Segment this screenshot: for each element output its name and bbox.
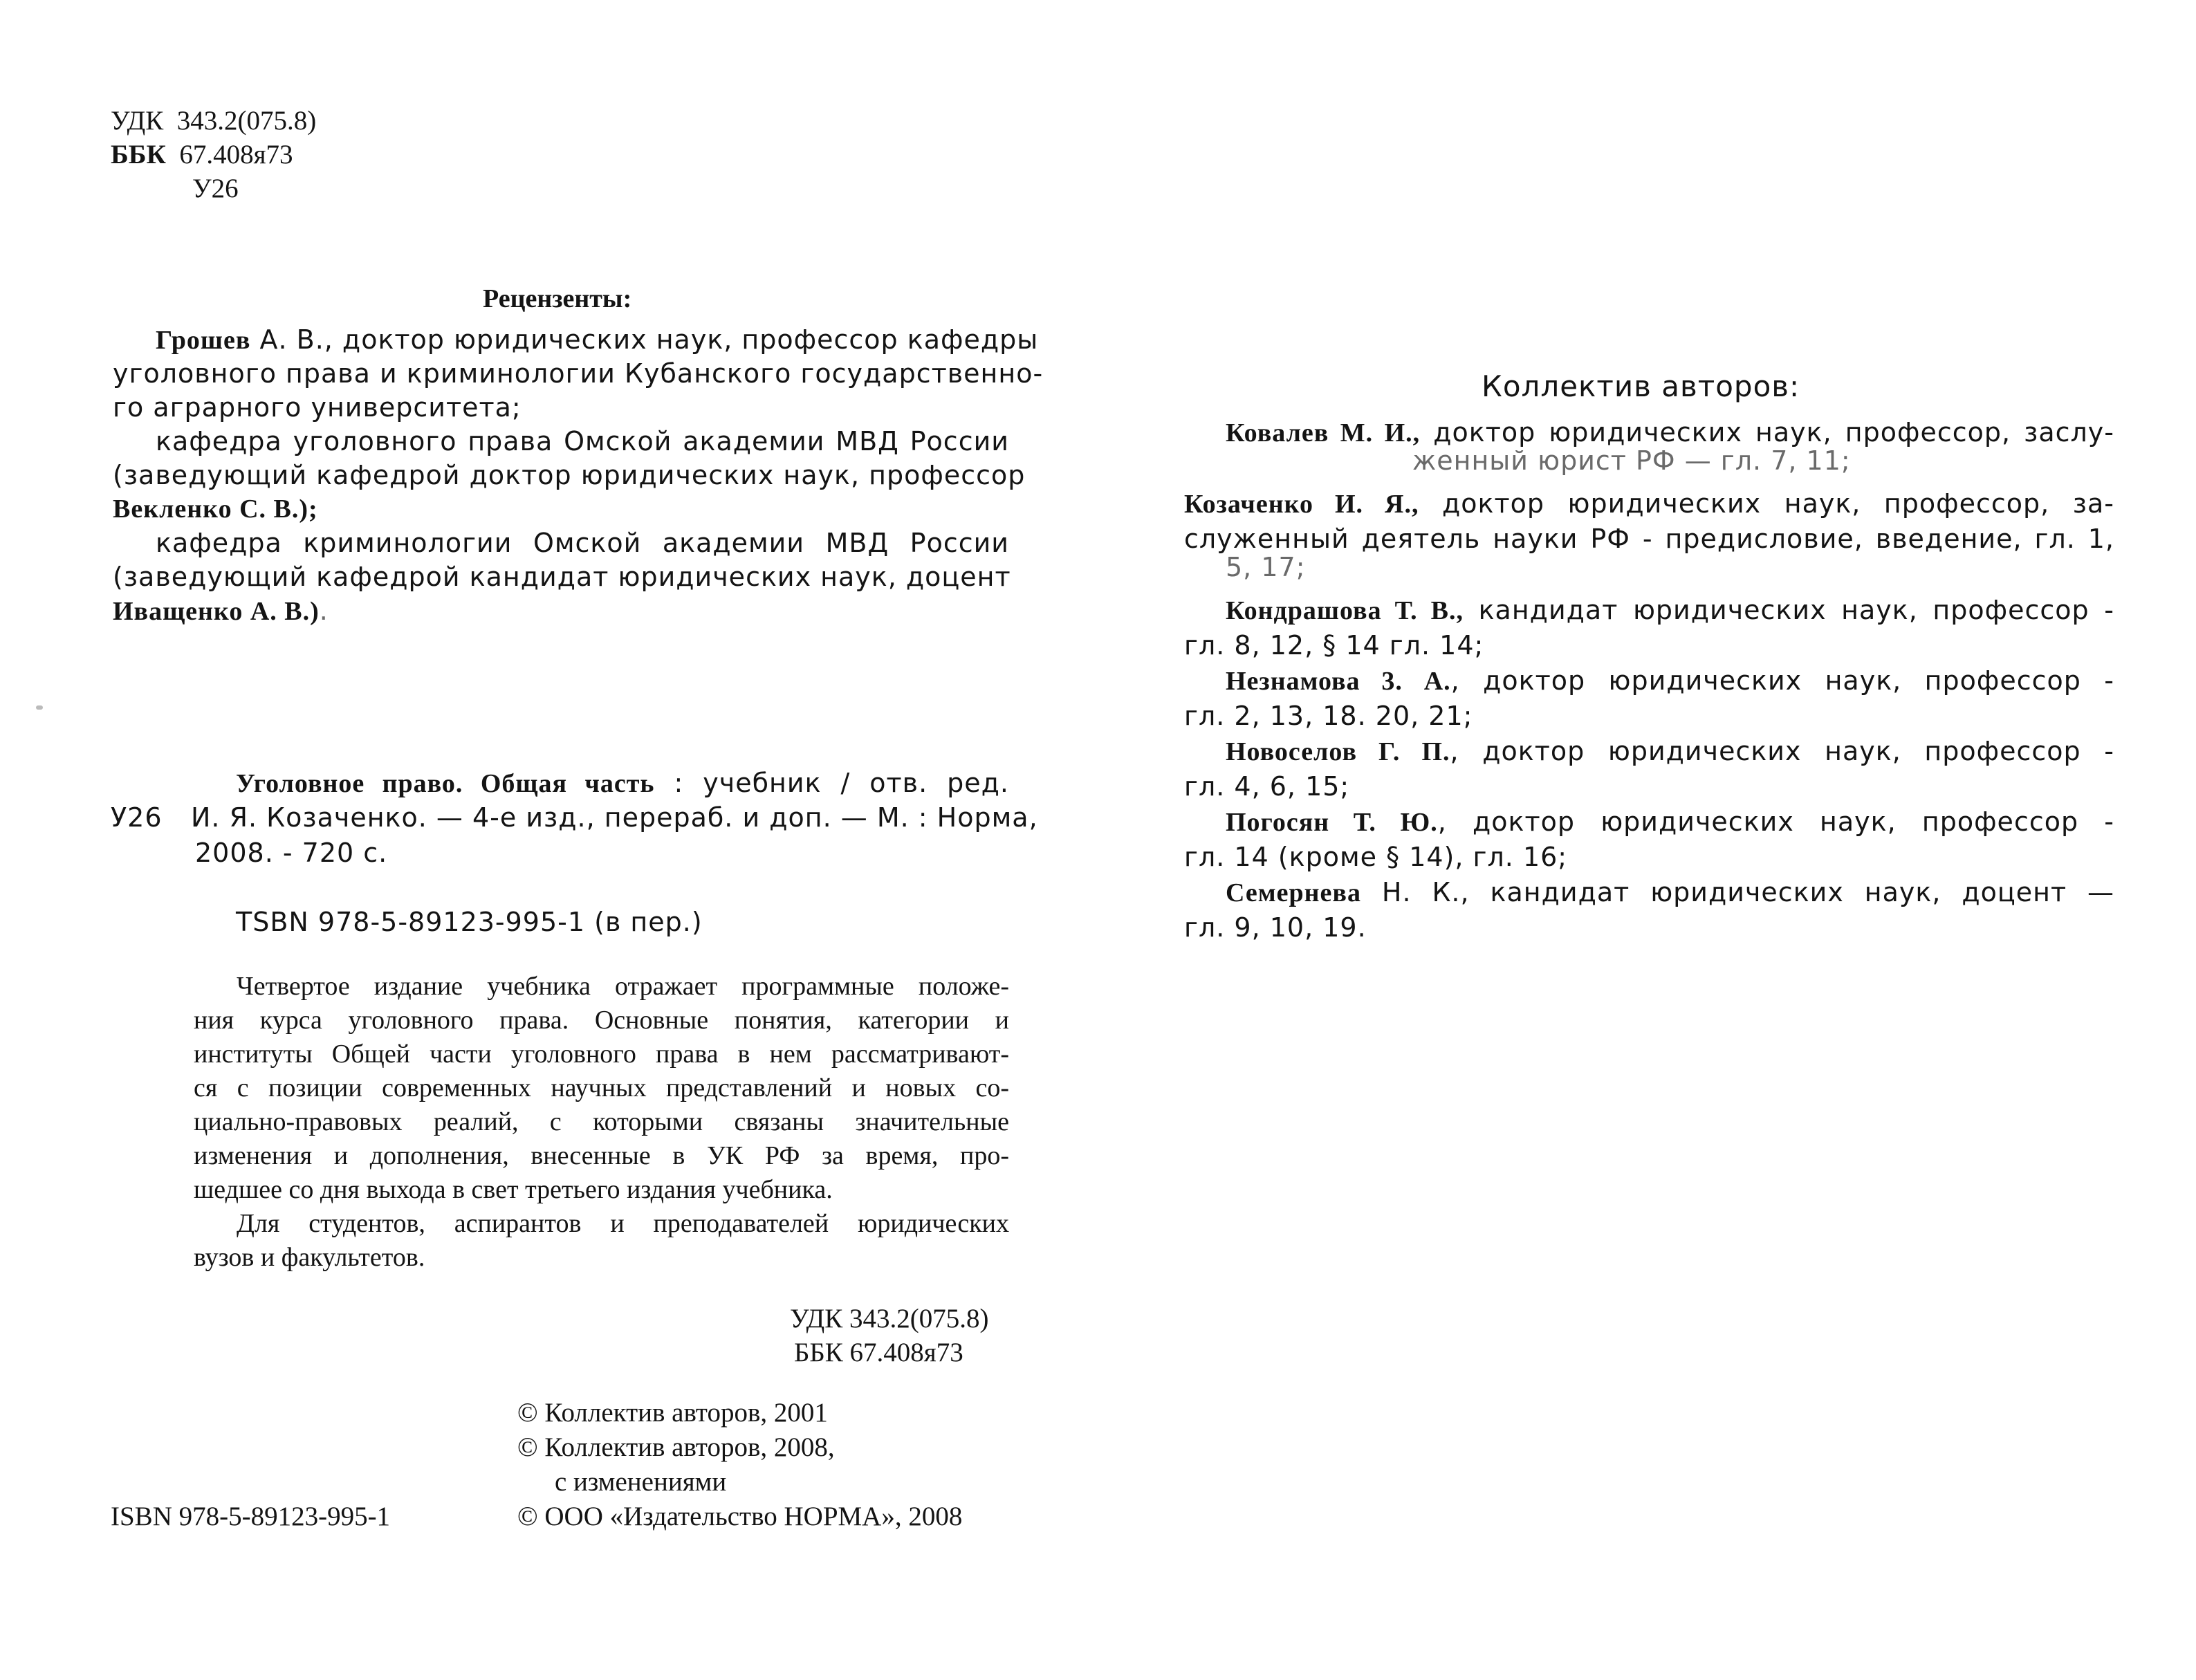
author-line: гл. 4, 6, 15; [1184,771,1350,802]
author-line: гл. 8, 12, § 14 гл. 14; [1184,630,1484,661]
author-line [1184,804,2114,840]
udk-index [111,104,316,138]
book-title: Уголовное право. Общая часть [236,769,655,798]
reviewer-line: Векленко С. В.); [113,495,318,524]
author-line: служенный деятель науки РФ - предисловие, введение, гл. 1, [1184,524,2114,554]
author-line: гл. 9, 10, 19. [1184,912,1367,943]
biblio-line-2 [191,802,1038,833]
right-page [1098,0,2196,1680]
annotation-line: вузов и факультетов. [194,1243,425,1272]
copyright-line: © Коллектив авторов, 2001 [517,1398,828,1428]
author-line [1184,593,2114,628]
annotation-line: институты Общей части уголовного права в нем рассматривают- [194,1040,1009,1069]
author-text: доктор юридических наук, профессор, заслу- [1420,417,2114,447]
author-name: Новоселов Г. П. [1226,737,1450,766]
bbk-label: ББК [111,140,166,169]
annotation-line: Для студентов, аспирантов и преподавателей юридических [237,1209,1009,1238]
classification-codes [790,1302,989,1369]
index-block [111,104,316,205]
biblio-sign: У26 [111,802,163,833]
biblio-line-1 [236,768,1009,799]
author-line [1184,415,2114,450]
scan-speck [36,705,43,710]
reviewer-line [113,594,1009,628]
author-line: 5, 17; [1226,557,1306,582]
author-text: , доктор юридических наук, профессор - [1437,806,2114,837]
isbn: ISBN 978-5-89123-995-1 [111,1502,391,1531]
reviewer-line: (заведующий кафедрой кандидат юридических наук, доцент [113,562,1011,592]
annotation-line: шедшее со дня выхода в свет третьего издания учебника. [194,1175,833,1204]
copyright-block [517,1396,962,1534]
reviewer-line: кафедра уголовного права Омской академии МВД России [156,426,1009,456]
author-name: Семернева [1226,878,1361,907]
udk-label: УДК [111,106,164,136]
reviewer-line: кафедра криминологии Омской академии МВД России [156,528,1009,558]
annotation [194,970,1009,1275]
annotation-line: ся с позиции современных научных представлений и новых со- [194,1073,1009,1102]
author-name: Ковалев М. И., [1226,418,1421,447]
author-line [1184,663,2114,699]
reviewers-block [113,323,1044,628]
udk-code: УДК 343.2(075.8) [790,1304,989,1333]
author-name: Кондрашова Т. В., [1226,596,1464,625]
biblio-text: И. Я. Козаченко. — 4-е изд., перераб. и доп. — М. : Норма, [191,802,1038,833]
udk-value: 343.2(075.8) [176,106,317,136]
reviewer-text: . [319,596,329,626]
book-subtitle: : учебник / отв. ред. [654,768,1009,798]
reviewer-text: А. В., доктор юридических наук, профессор кафедры [250,324,1039,355]
authors-title: Коллектив авторов: [1482,369,1800,403]
author-text: доктор юридических наук, профессор, за- [1419,488,2115,519]
annotation-line: изменения и дополнения, внесенные в УК РФ за время, про- [194,1141,1009,1170]
annotation-line: циально-правовых реалий, с которыми связаны значительные [194,1107,1009,1136]
authors-list [1184,415,2114,945]
reviewers-title: Рецензенты: [483,284,632,313]
author-line: женный юрист РФ — гл. 7, 11; [1412,450,1851,476]
author-text: , доктор юридических наук, профессор - [1450,665,2114,696]
author-line: гл. 2, 13, 18. 20, 21; [1184,701,1473,731]
copyright-line: с изменениями [555,1467,727,1497]
author-name: Козаченко И. Я., [1184,490,1419,519]
annotation-line: Четвертое издание учебника отражает программные положе- [237,972,1009,1001]
reviewer-name: Грошев [156,326,251,355]
biblio-line-3: 2008. - 720 с. [195,838,388,868]
copyright-line: © Коллектив авторов, 2008, [517,1432,835,1462]
bbk-value: 67.408я73 [179,140,293,169]
copyright-line: © ООО «Издательство НОРМА», 2008 [517,1502,963,1531]
bbk-index [111,138,316,172]
author-text: кандидат юридических наук, профессор - [1464,595,2114,625]
author-text: , доктор юридических наук, профессор - [1450,736,2114,766]
reviewer-name: Иващенко А. В.) [113,597,320,626]
reviewer-line: (заведующий кафедрой доктор юридических наук, профессор [113,460,1026,490]
annotation-line: ния курса уголовного права. Основные понятия, категории и [194,1006,1009,1035]
reviewer-line: го аграрного университета; [113,392,522,423]
author-sign: У26 [192,174,239,203]
reviewer-line: уголовного права и криминологии Кубанского государственно- [113,358,1044,389]
bbk-code: ББК 67.408я73 [794,1338,963,1367]
biblio-isbn: TSBN 978-5-89123-995-1 (в пер.) [236,907,703,937]
reviewer-line [113,323,1039,357]
author-line [1184,486,2114,521]
author-name: Незнамова 3. А. [1226,667,1451,696]
author-text: Н. К., кандидат юридических наук, доцент — [1360,877,2114,907]
author-line [1184,875,2114,910]
author-name: Погосян Т. Ю. [1226,808,1438,837]
author-line: гл. 14 (кроме § 14), гл. 16; [1184,842,1568,872]
author-line [1184,734,2114,769]
